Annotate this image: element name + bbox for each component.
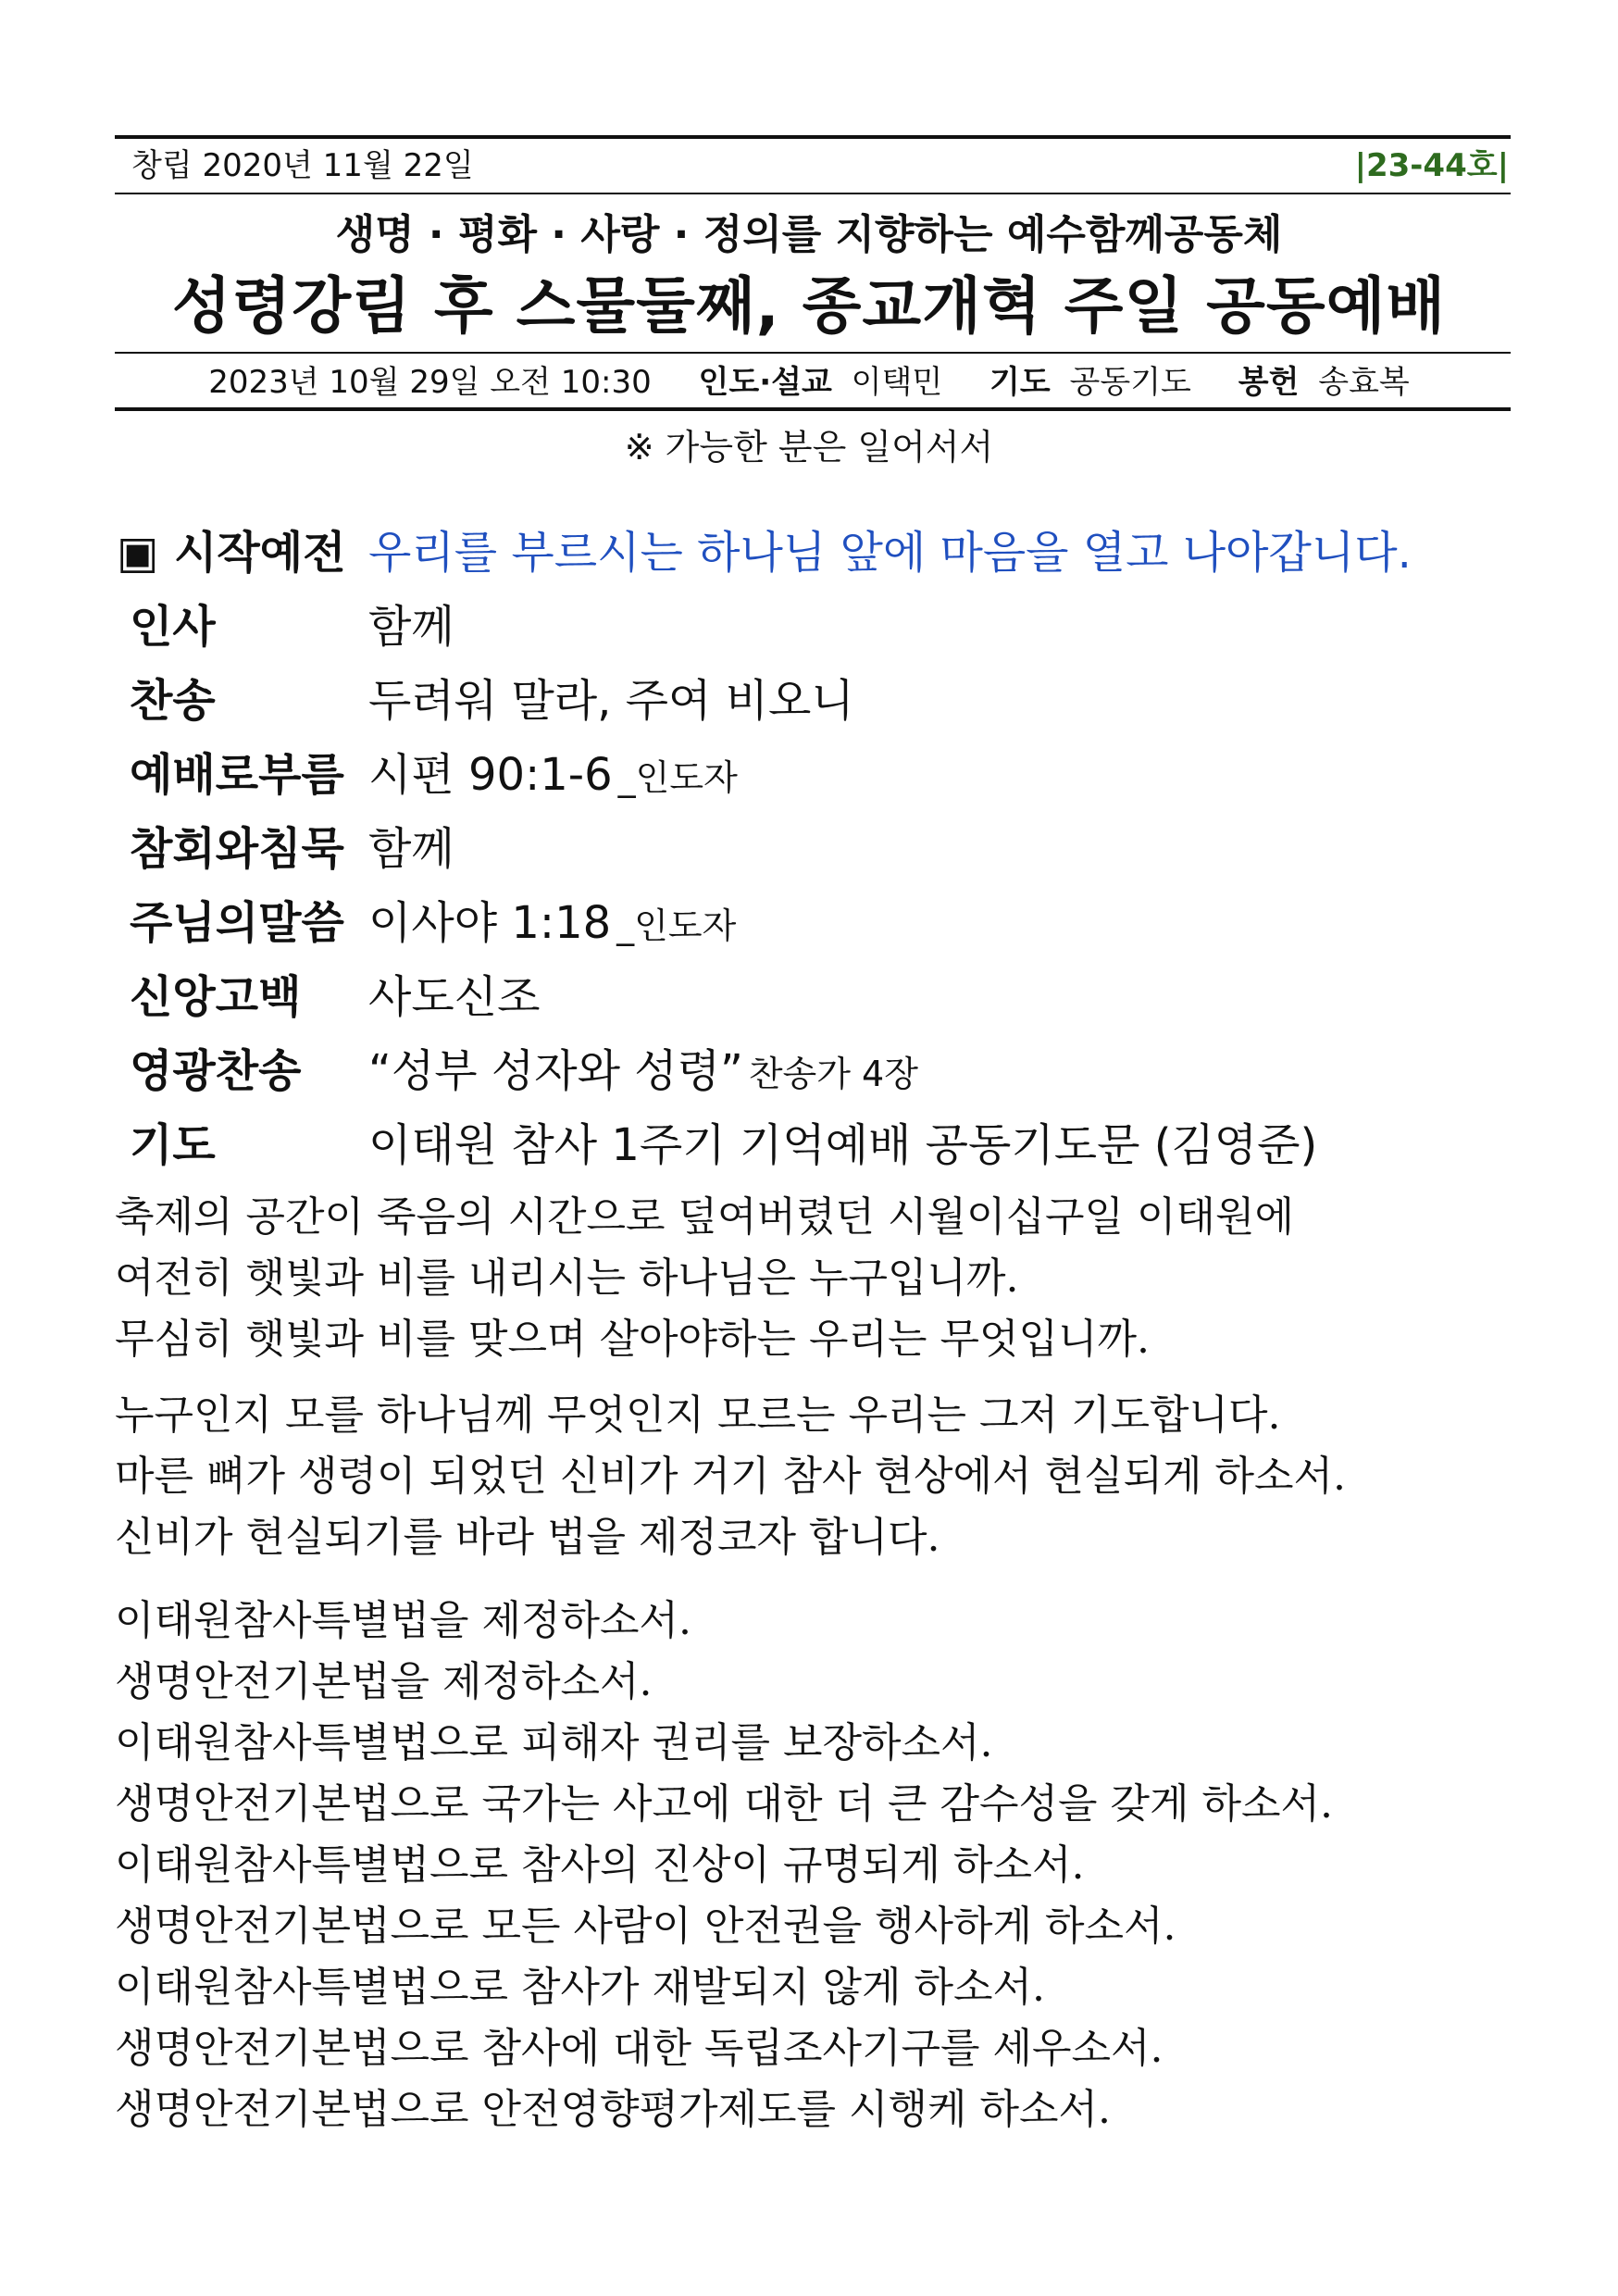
- order-note: _인도자: [616, 905, 737, 946]
- order-text: 함께: [368, 601, 454, 653]
- prayer-line: 이태원참사특별법으로 피해자 권리를 보장하소서.: [115, 1719, 993, 1766]
- order-text: 시편 90:1-6: [368, 749, 613, 801]
- service-title: 성령강림 후 스물둘째, 종교개혁 주일 공동예배: [171, 270, 1447, 342]
- order-label: 주님의말씀: [130, 897, 344, 949]
- order-note: _인도자: [617, 757, 738, 798]
- prayer-line: 이태원참사특별법으로 참사가 재발되지 않게 하소서.: [115, 1964, 1046, 2011]
- order-text: 사도신조: [368, 971, 541, 1023]
- prayer-line: 생명안전기본법으로 안전영향평가제도를 시행케 하소서.: [115, 2086, 1112, 2133]
- order-note: 찬송가 4장: [748, 1054, 918, 1094]
- order-label: 신앙고백: [130, 971, 302, 1023]
- prayer-line: 축제의 공간이 죽음의 시간으로 덮여버렸던 시월이십구일 이태원에: [115, 1193, 1295, 1241]
- leader-role: 인도·설교: [698, 364, 832, 401]
- prayer-line: 신비가 현실되기를 바라 법을 제정코자 합니다.: [115, 1514, 940, 1561]
- order-text: 이태원 참사 1주기 기억예배 공동기도문 (김영준): [368, 1119, 1318, 1171]
- prayer-line: 이태원참사특별법을 제정하소서.: [115, 1597, 692, 1644]
- order-label: 시작예전: [174, 527, 346, 579]
- leader-name: 이택민: [851, 364, 943, 401]
- order-label: 인사: [130, 601, 216, 653]
- offering-role: 봉헌: [1238, 364, 1300, 401]
- service-meta: [0, 359, 1618, 406]
- order-text-wrap: [368, 891, 736, 958]
- square-marker-icon: ▣: [117, 527, 159, 579]
- prayer-line: 여전히 햇빛과 비를 내리시는 하나님은 누구입니까.: [115, 1254, 1019, 1302]
- prayer-line: 누구인지 모를 하나님께 무엇인지 모르는 우리는 그저 기도합니다.: [115, 1391, 1281, 1439]
- offering-name: 송효복: [1318, 364, 1410, 401]
- issue-number: |23-44호|: [1354, 147, 1509, 184]
- header-rule-top: [115, 135, 1511, 139]
- prayer-line: 생명안전기본법으로 참사에 대한 독립조사기구를 세우소서.: [115, 2025, 1164, 2072]
- meta-rule-bottom: [115, 407, 1511, 411]
- order-text: 이사야 1:18: [368, 897, 612, 949]
- order-text-wrap: [368, 742, 738, 810]
- service-datetime: 2023년 10월 29일 오전 10:30: [208, 364, 652, 401]
- order-text: 함께: [368, 823, 454, 875]
- order-label: 찬송: [130, 675, 216, 727]
- prayer-line: 무심히 햇빛과 비를 맞으며 살아야하는 우리는 무엇입니까.: [115, 1316, 1150, 1363]
- prayer-line: 생명안전기본법으로 모든 사람이 안전권을 행사하게 하소서.: [115, 1903, 1176, 1950]
- prayer-line: 생명안전기본법을 제정하소서.: [115, 1658, 653, 1705]
- prayer-line: 이태원참사특별법으로 참사의 진상이 규명되게 하소서.: [115, 1841, 1085, 1889]
- order-label: 영광찬송: [130, 1045, 302, 1097]
- prayer-line: 생명안전기본법으로 국가는 사고에 대한 더 큰 감수성을 갖게 하소서.: [115, 1780, 1333, 1828]
- order-text: 우리를 부르시는 하나님 앞에 마음을 열고 나아갑니다.: [368, 527, 1412, 579]
- community-motto: 생명 · 평화 · 사랑 · 정의를 지향하는 예수함께공동체: [335, 211, 1283, 258]
- prayer-name: 공동기도: [1069, 364, 1191, 401]
- order-text-wrap: [368, 1039, 918, 1106]
- prayer-line: 마른 뼈가 생령이 되었던 신비가 거기 참사 현상에서 현실되게 하소서.: [115, 1453, 1346, 1500]
- order-label: 예배로부름: [130, 749, 344, 801]
- order-label: 기도: [130, 1119, 216, 1171]
- founding-date: 창립 2020년 11월 22일: [131, 147, 474, 184]
- order-label: 참회와침묵: [130, 823, 344, 875]
- standing-notice: ※ 가능한 분은 일어서서: [624, 427, 994, 468]
- prayer-role: 기도: [989, 364, 1051, 401]
- meta-rule-top: [115, 352, 1511, 354]
- header-rule-thin: [115, 193, 1511, 194]
- order-text: “성부 성자와 성령”: [368, 1045, 743, 1097]
- order-text: 두려워 말라, 주여 비오니: [368, 675, 854, 727]
